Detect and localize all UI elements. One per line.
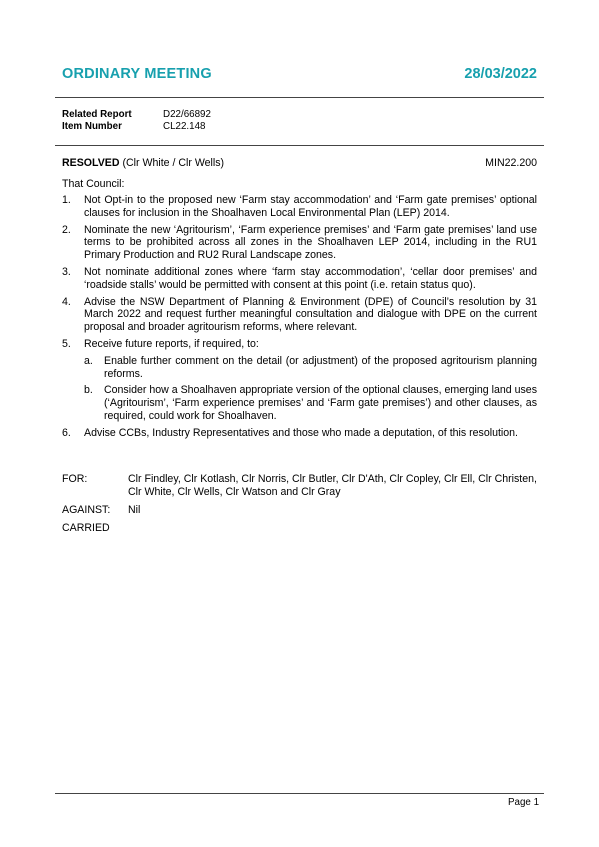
item-text: Advise the NSW Department of Planning & Environment (DPE) of Council’s resolution by 31 March 2022 and request further meaningful consultation and dialogue with DPE on the current proposal and broader agritourism reforms, where relevant. — [84, 295, 537, 334]
resolution-intro: That Council: — [62, 178, 125, 190]
item-text: Receive future reports, if required, to: — [84, 337, 259, 350]
item-text: Nominate the new ‘Agritourism’, ‘Farm experience premises’ and ‘Farm gate premises’ land use terms to be prohibited across all zones in the Shoalhaven LEP 2014, including in the RU1 Primary Production and RU2 Rural Landscape zones. — [84, 223, 537, 262]
item-text: Not Opt-in to the proposed new ‘Farm stay accommodation’ and ‘Farm gate premises’ optional clauses for inclusion in the Shoalhaven Local Environmental Plan (LEP) 2014. — [84, 194, 537, 219]
page-number: Page 1 — [508, 797, 540, 808]
minute-number: MIN22.200 — [485, 157, 537, 169]
item-number: 3. — [62, 265, 71, 278]
subitem-letter: a. — [84, 354, 93, 367]
related-report-label: Related Report — [62, 109, 132, 120]
resolution-subitem — [62, 355, 537, 381]
meeting-date: 28/03/2022 — [464, 66, 537, 82]
resolution-line — [62, 157, 537, 169]
for-label: FOR: — [62, 473, 88, 485]
footer-divider — [55, 793, 544, 794]
header-divider — [55, 97, 544, 98]
meeting-title: ORDINARY MEETING — [62, 66, 212, 82]
resolution-item — [62, 427, 537, 440]
resolution-subitem — [62, 384, 537, 422]
subitem-letter: b. — [84, 384, 93, 397]
item-number: 6. — [62, 426, 71, 439]
resolution-item — [62, 296, 537, 334]
resolution-item — [62, 224, 537, 262]
item-text: Advise CCBs, Industry Representatives and those who made a deputation, of this resolution. — [84, 426, 518, 439]
item-number-value: CL22.148 — [163, 121, 206, 132]
meta-divider — [55, 145, 544, 146]
resolution-item — [62, 194, 537, 220]
vote-outcome: CARRIED — [62, 522, 110, 534]
item-number: 1. — [62, 194, 71, 206]
page-header — [62, 66, 537, 86]
item-number: 5. — [62, 337, 71, 350]
against-label: AGAINST: — [62, 504, 111, 516]
related-report-value: D22/66892 — [163, 109, 211, 120]
subitem-text: Consider how a Shoalhaven appropriate version of the optional clauses, emerging land uses (‘Agritourism’, ‘Farm experience premises’ and ‘Farm gate premises’) and other clauses, as required, could work for Shoalhaven. — [104, 384, 537, 422]
subitem-text: Enable further comment on the detail (or adjustment) of the proposed agritourism planning reforms. — [104, 354, 537, 380]
resolution-item — [62, 338, 537, 351]
for-value: Clr Findley, Clr Kotlash, Clr Norris, Clr Butler, Clr D'Ath, Clr Copley, Clr Ell, Clr Christen, Clr White, Clr Wells, Clr Watson and Clr Gray — [128, 473, 537, 498]
resolved-label: RESOLVED — [62, 157, 120, 169]
item-text: Not nominate additional zones where ‘farm stay accommodation’, ‘cellar door premises’ and ‘roadside stalls’ would be permitted with consent at this point (i.e. retain status quo). — [84, 265, 537, 291]
report-meta — [62, 109, 211, 133]
resolution-movers: (Clr White / Clr Wells) — [122, 157, 225, 169]
item-number-label: Item Number — [62, 121, 122, 132]
item-number: 2. — [62, 223, 71, 236]
resolution-items — [62, 194, 537, 440]
against-value: Nil — [128, 504, 141, 516]
vote-for — [62, 473, 537, 499]
vote-against — [62, 504, 537, 517]
item-number: 4. — [62, 295, 71, 308]
resolution-item — [62, 266, 537, 292]
